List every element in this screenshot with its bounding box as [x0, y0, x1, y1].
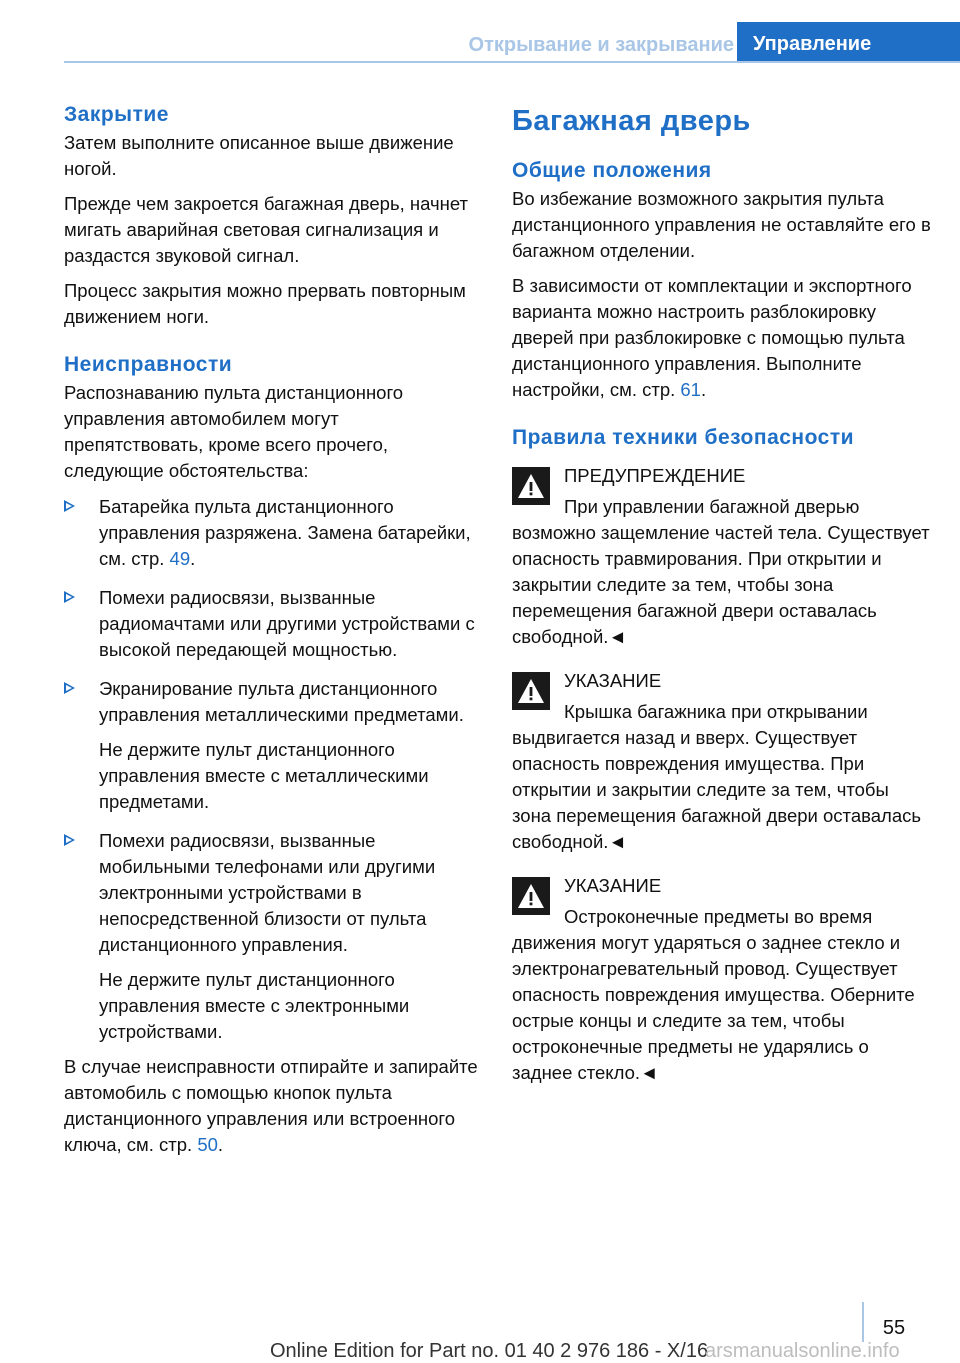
list-item-text: Помехи радиосвязи, вызванные мобильными телефонами или другими электронными устройствами в непосредственной близости от пульта дистанционного управления. — [99, 830, 436, 955]
general-paragraph-2-tail: . — [700, 379, 707, 400]
page-title: Багажная дверь — [512, 105, 751, 137]
left-column — [64, 100, 480, 1158]
general-paragraph-2 — [512, 273, 932, 403]
faults-heading: Неисправности — [64, 353, 233, 376]
faults-outro-tail: . — [217, 1134, 224, 1155]
page-link[interactable]: 49 — [169, 548, 191, 569]
warning-triangle-icon — [512, 672, 550, 710]
closing-heading: Закрытие — [64, 103, 169, 126]
notice-block — [512, 668, 932, 855]
header-rule — [64, 61, 960, 63]
safety-heading: Правила техники безопасности — [512, 426, 855, 449]
bullet-arrow-icon — [64, 834, 75, 846]
notice-title: УКАЗАНИЕ — [564, 670, 662, 691]
list-item — [64, 828, 480, 1045]
closing-paragraph-1: Затем выполните описанное выше движение ногой. — [64, 132, 454, 179]
list-item-note: Не держите пульт дистанционного управления вместе с электронными устройствами. — [99, 969, 410, 1042]
closing-paragraph-3: Процесс закрытия можно прервать повторным движением ноги. — [64, 280, 466, 327]
list-item — [64, 585, 480, 663]
page-link[interactable]: 61 — [680, 379, 701, 400]
general-paragraph-2-text: В зависимости от комплектации и экспортного варианта можно настроить разблокировку дверей при разблокировке с помощью пульта дистанционного управления. Выполните настройки, см. стр. — [512, 275, 912, 400]
warning-block — [512, 463, 932, 650]
notice-text: Остроконечные предметы во время движения могут ударяться о заднее стекло и электронагревательный провод. Существует опасность повреждения имущества. Оберните острые концы и следите за тем, чтобы остроконечные предметы не ударялись о заднее стекло.◄ — [512, 906, 915, 1083]
list-item — [64, 676, 480, 815]
edition-note: Online Edition for Part no. 01 40 2 976 186 - X/16 — [270, 1340, 709, 1362]
warning-text: При управлении багажной дверью возможно защемление частей тела. Существует опасность травмирования. При открытии и закрытии следите за тем, чтобы зона перемещения багажной двери оставалась свободной.◄ — [512, 496, 930, 647]
bullet-arrow-icon — [64, 500, 75, 512]
page-number: 55 — [882, 1317, 906, 1339]
header-section-title: Открывание и закрывание — [468, 34, 734, 56]
warning-triangle-icon — [512, 877, 550, 915]
warning-triangle-icon — [512, 467, 550, 505]
page-link[interactable]: 50 — [197, 1134, 218, 1155]
faults-list — [64, 494, 480, 1045]
bullet-arrow-icon — [64, 682, 75, 694]
watermark: arsmanualsonline.info — [705, 1340, 900, 1362]
list-item-text: Батарейка пульта дистанционного управления разряжена. Замена батарейки, см. стр. — [99, 496, 471, 569]
right-column — [512, 100, 932, 1086]
closing-paragraph-2: Прежде чем закроется багажная дверь, начнет мигать аварийная световая сигнализация и раздастся звуковой сигнал. — [64, 193, 468, 266]
header-chapter-tab: Управление — [737, 22, 960, 63]
list-item-text: Экранирование пульта дистанционного управления металлическими предметами. — [99, 678, 464, 725]
list-item-note: Не держите пульт дистанционного управления вместе с металлическими предметами. — [99, 739, 429, 812]
bullet-arrow-icon — [64, 591, 75, 603]
list-item-text: Помехи радиосвязи, вызванные радиомачтами или другими устройствами с высокой передающей мощностью. — [99, 587, 475, 660]
notice-title: УКАЗАНИЕ — [564, 875, 662, 896]
warning-title: ПРЕДУПРЕЖДЕНИЕ — [564, 465, 746, 486]
faults-outro-text: В случае неисправности отпирайте и запирайте автомобиль с помощью кнопок пульта дистанционного управления или встроенного ключа, см. стр. — [64, 1056, 478, 1155]
general-paragraph-1: Во избежание возможного закрытия пульта дистанционного управления не оставляйте его в багажном отделении. — [512, 188, 931, 261]
faults-outro — [64, 1054, 480, 1158]
faults-intro: Распознаванию пульта дистанционного управления автомобилем могут препятствовать, кроме всего прочего, следующие обстоятельства: — [64, 382, 404, 481]
list-item — [64, 494, 480, 572]
notice-block — [512, 873, 932, 1086]
general-heading: Общие положения — [512, 159, 712, 182]
list-item-tail: . — [190, 548, 196, 569]
notice-text: Крышка багажника при открывании выдвигается назад и вверх. Существует опасность повреждения имущества. При открытии и закрытии следите за тем, чтобы зона перемещения багажной двери оставалась свободной.◄ — [512, 701, 921, 852]
